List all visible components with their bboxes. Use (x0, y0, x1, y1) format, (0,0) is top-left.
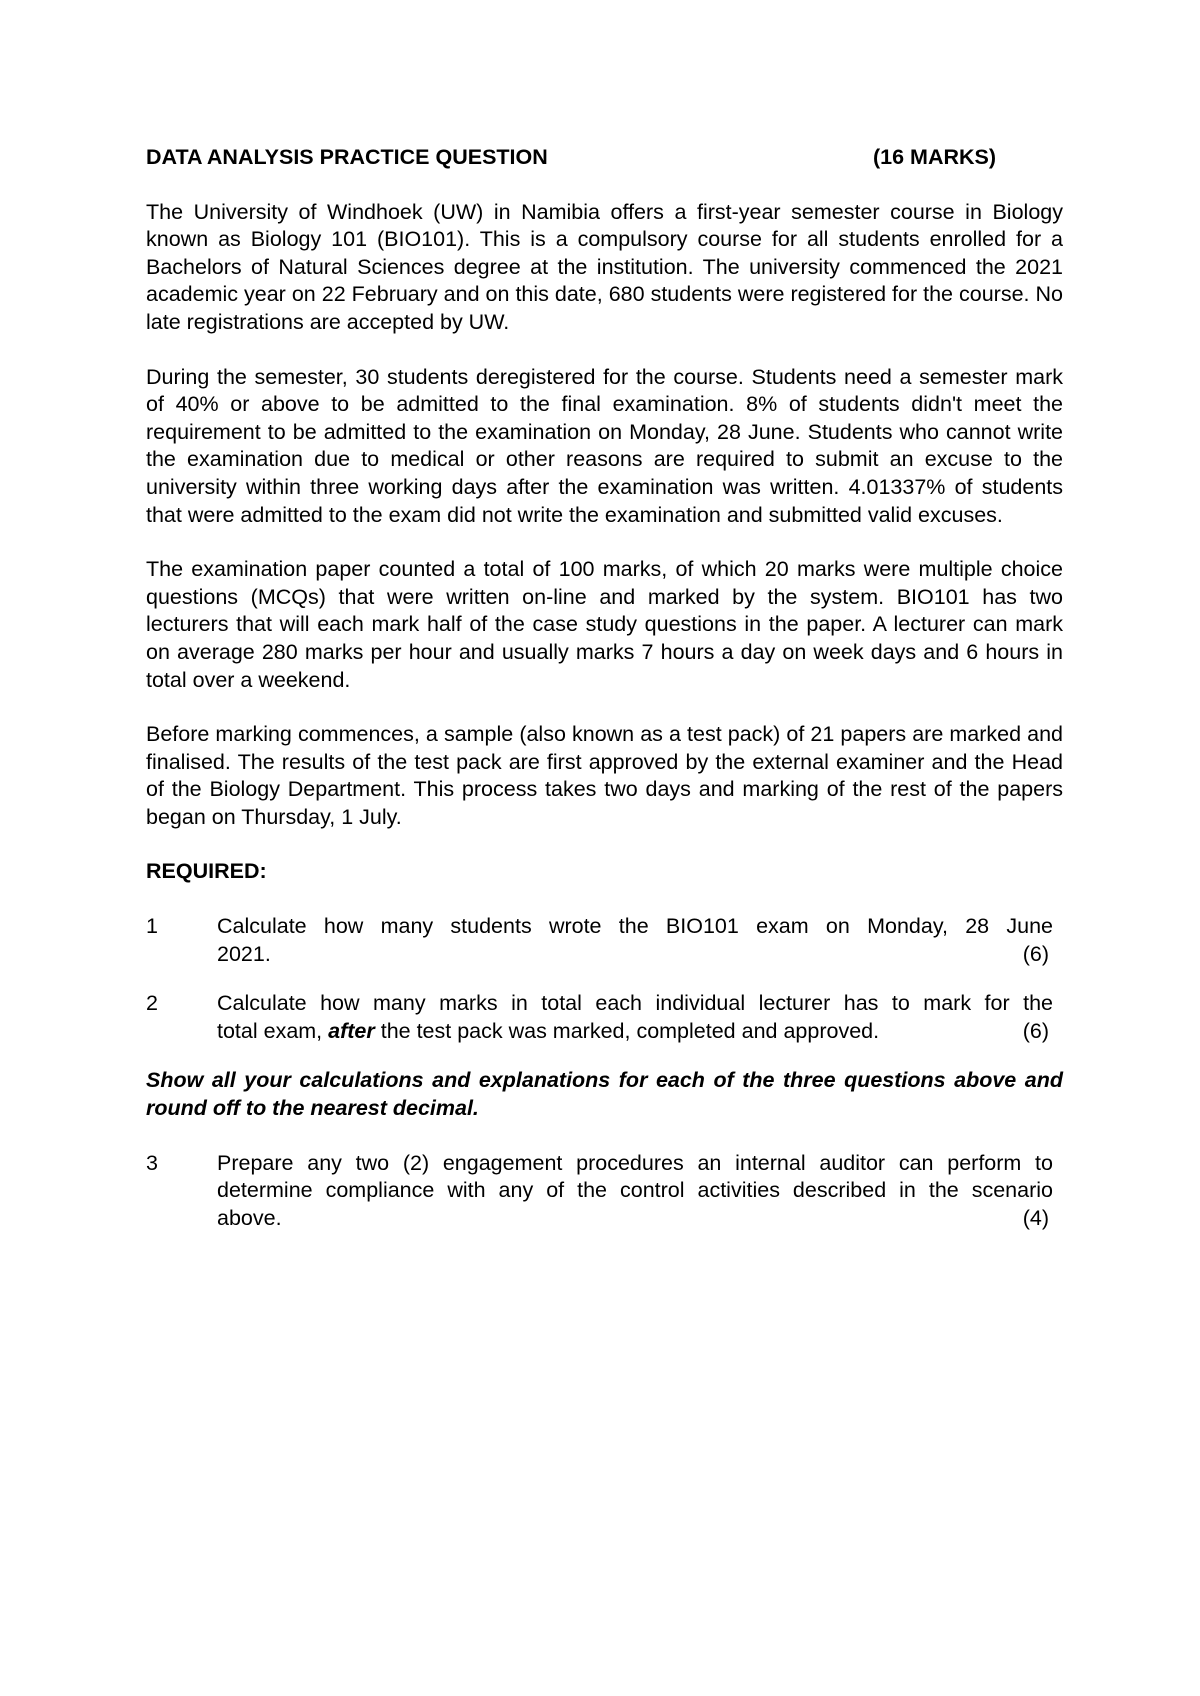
question-text-end (217, 1018, 879, 1046)
instruction-note: Show all your calculations and explanations for each of the three questions above and round off to the nearest decimal. (146, 1068, 1063, 1121)
question-number: 1 (146, 914, 158, 939)
question-marks: (4) (1022, 1205, 1049, 1230)
question-body (217, 990, 1063, 1045)
emphasis-after: after (328, 1018, 375, 1043)
paragraph-intro: The University of Windhoek (UW) in Namibia offers a first-year semester course in Biology known as Biology 101 (BIO101). This is a compulsory course for all students enrolled for a Bachelors of Natural Sciences degree at the institution. The university commenced the 2021 academic year on 22 February and on this date, 680 students were registered for the course. No late registrations are accepted by UW. (146, 199, 1063, 334)
question-last-line (217, 1018, 1053, 1046)
paragraph-semester: During the semester, 30 students deregistered for the course. Students need a semester mark of 40% or above to be admitted to the final examination. 8% of students didn't meet the requirement to be admitted to the examination on Monday, 28 June. Students who cannot write the examination due to medical or other reasons are required to submit an excuse to the university within three working days after the examination was written. 4.01337% of students that were admitted to the exam did not write the examination and submitted valid excuses. (146, 364, 1063, 527)
question-2 (146, 990, 1063, 1045)
question-3 (146, 1150, 1063, 1233)
question-last-line (217, 1205, 1053, 1233)
question-text-end: 2021. (217, 941, 271, 966)
question-number: 3 (146, 1150, 158, 1175)
question-number: 2 (146, 991, 158, 1016)
total-marks: (16 MARKS) (873, 145, 997, 169)
question-text: Calculate how many marks in total each individual lecturer has to mark for the (217, 991, 1053, 1016)
question-text-post: the test pack was marked, completed and approved. (374, 1018, 880, 1043)
question-marks: (6) (1022, 941, 1049, 966)
question-1 (146, 913, 1063, 968)
header-row (146, 144, 1063, 172)
paragraph-marking: Before marking commences, a sample (also known as a test pack) of 21 papers are marked and finalised. The results of the test pack are first approved by the external examiner and the Head of the Biology Department. This process takes two days and marking of the rest of the papers began on Thursday, 1 July. (146, 722, 1063, 829)
page-title: DATA ANALYSIS PRACTICE QUESTION (146, 145, 548, 169)
required-heading: REQUIRED: (146, 859, 267, 884)
question-marks: (6) (1022, 1018, 1049, 1043)
document-page (146, 144, 1063, 1254)
paragraph-exam-paper: The examination paper counted a total of 100 marks, of which 20 marks were multiple choice questions (MCQs) that were written on-line and marked by the system. BIO101 has two lecturers that will each mark half of the case study questions in the paper. A lecturer can mark on average 280 marks per hour and usually marks 7 hours a day on week days and 6 hours in total over a weekend. (146, 557, 1063, 692)
question-body (217, 1150, 1063, 1233)
question-text-end: above. (217, 1205, 282, 1230)
question-body (217, 913, 1063, 968)
question-text-pre: total exam, (217, 1018, 329, 1043)
question-text: Prepare any two (2) engagement procedures an internal auditor can perform to determine compliance with any of the control activities described in the scenario (217, 1150, 1053, 1203)
question-last-line (217, 941, 1053, 969)
question-text: Calculate how many students wrote the BIO101 exam on Monday, 28 June (217, 914, 1053, 939)
